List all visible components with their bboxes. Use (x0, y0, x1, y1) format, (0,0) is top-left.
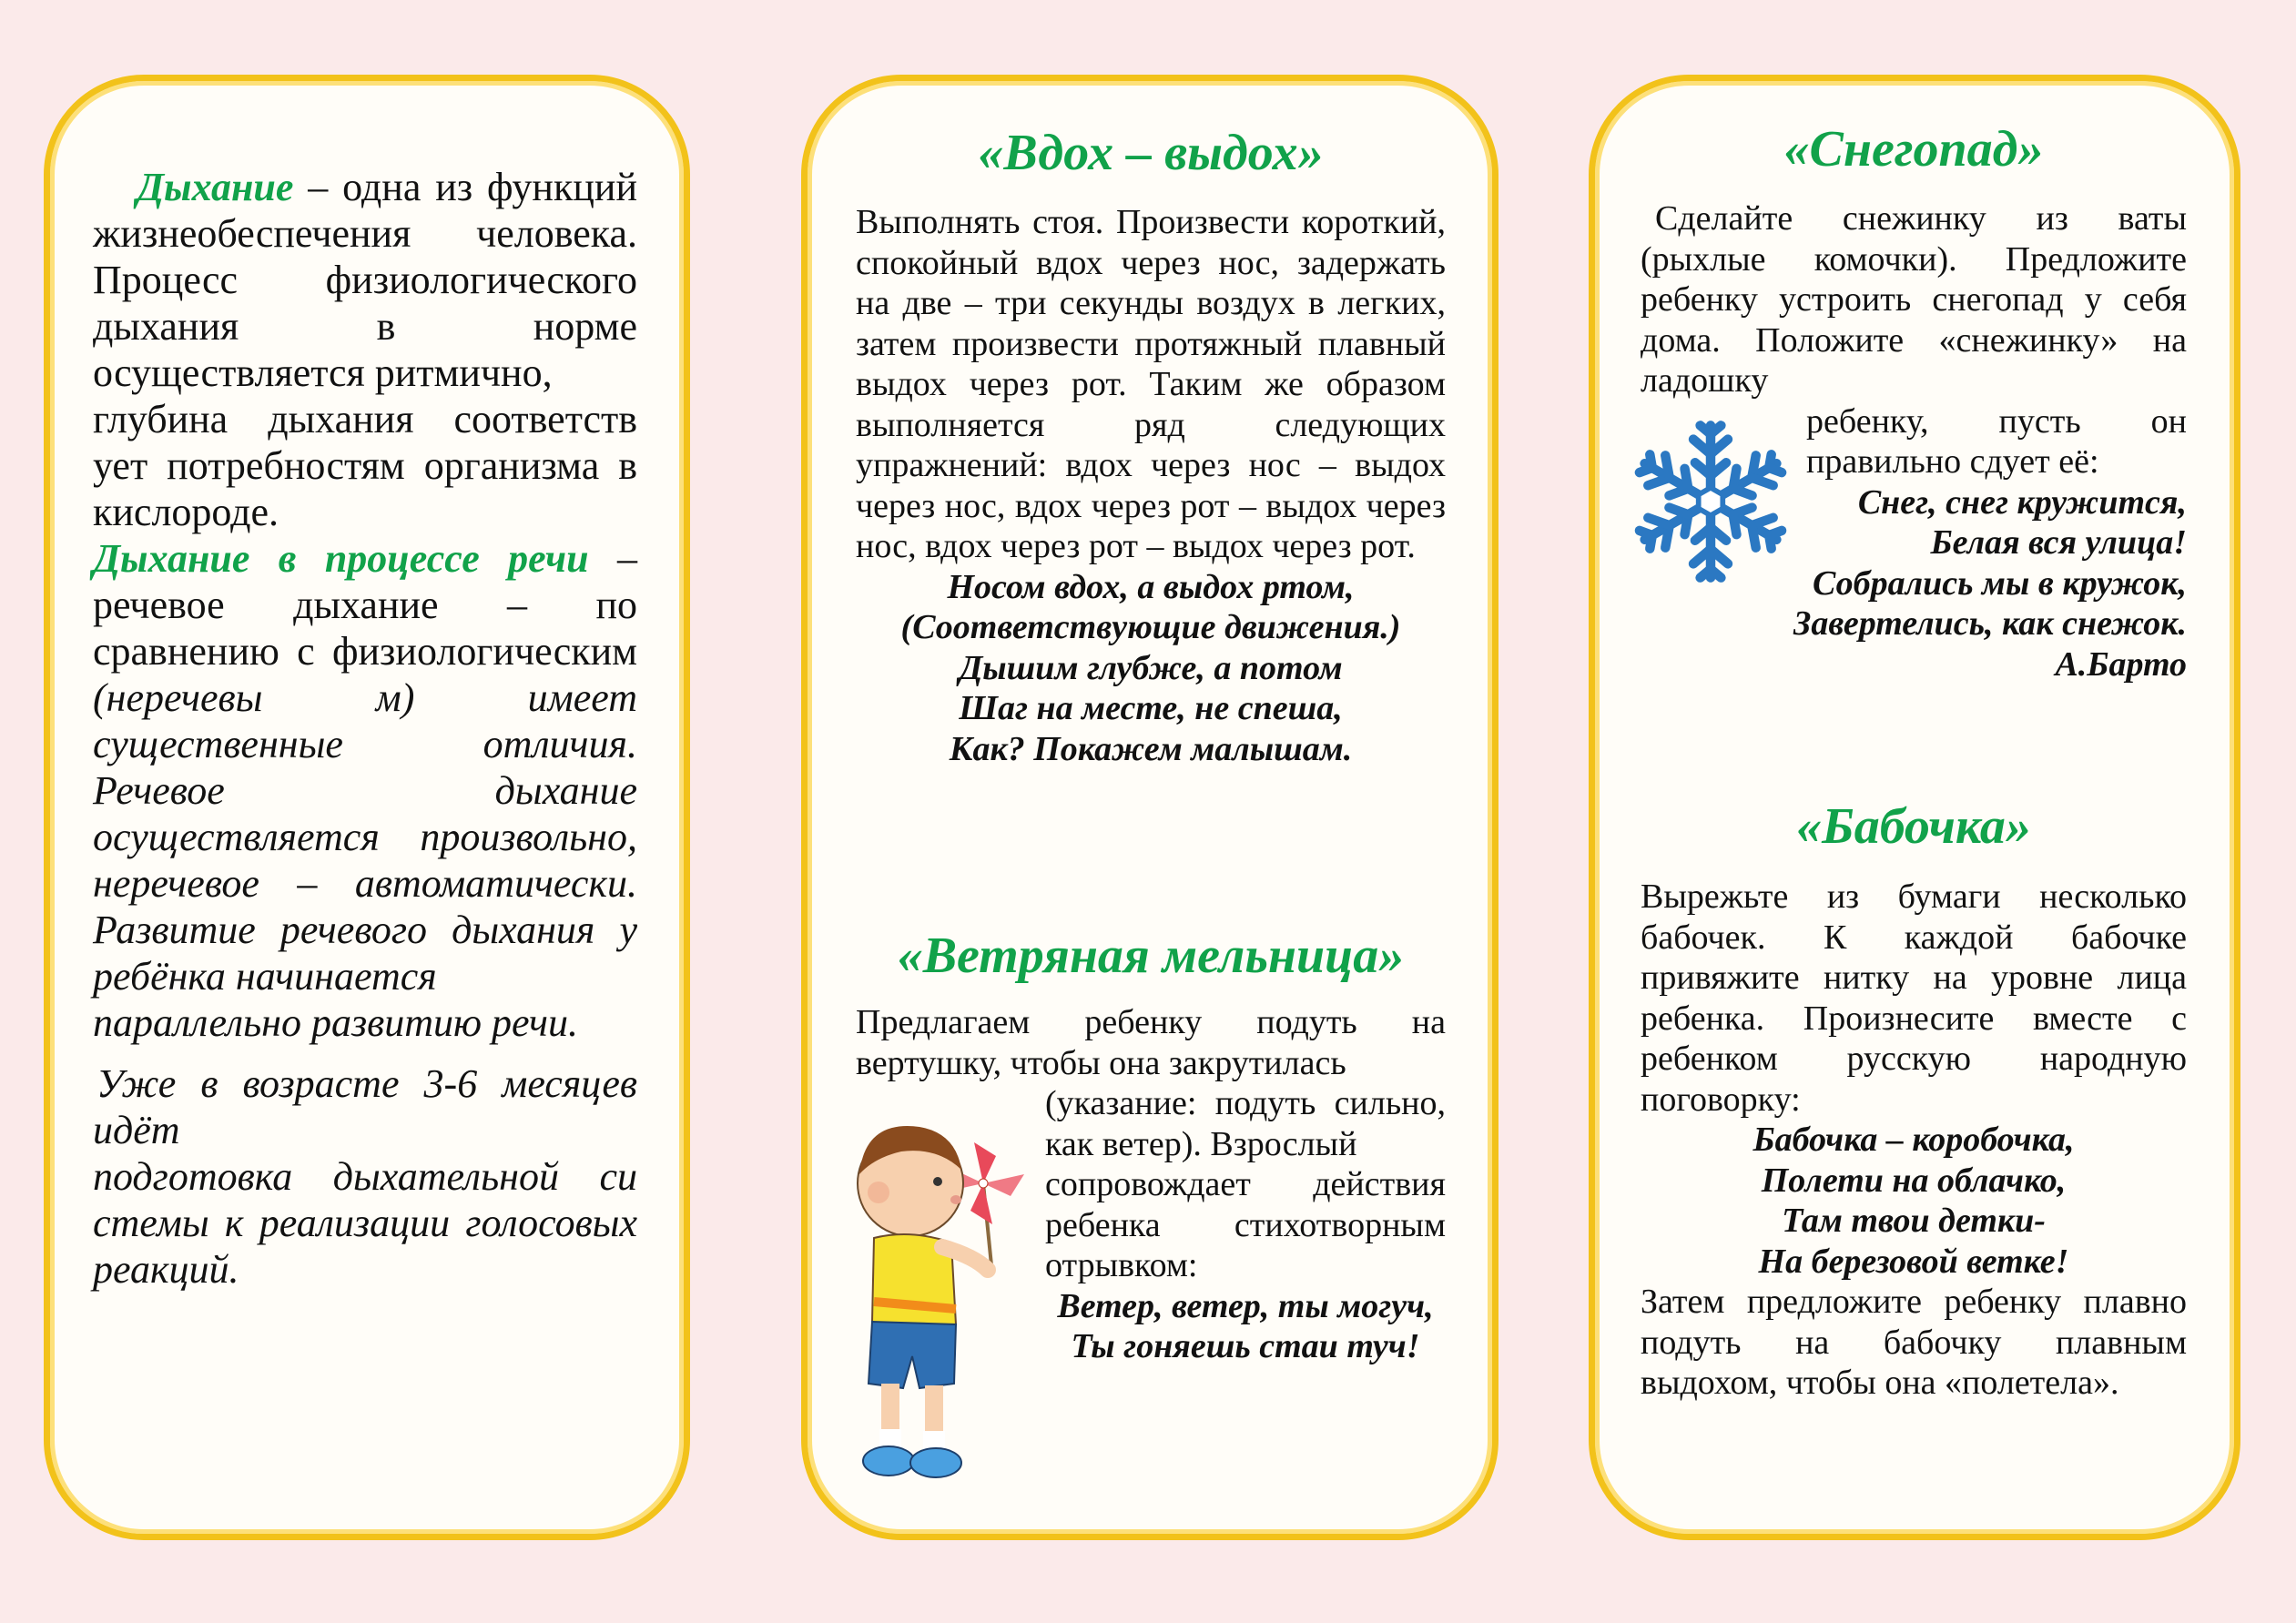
poem-line: Собрались мы в кружок, (1813, 563, 2187, 603)
speech-breathing-italic: (неречевы м) имеет существенные отличия. Речевое дыхание осуществляется произвольно, неречевое – автоматически. Развитие речевого дыхания у ребёнка начинается (93, 675, 637, 999)
title-snowfall: «Снегопад» (1783, 121, 2044, 178)
poem-line: Полети на облачко, (1761, 1161, 2067, 1200)
poem-line: Дышим глубже, а потом (959, 648, 1343, 687)
windmill-text-a: Предлагаем ребенку подуть на вертушку, чтобы она закрутилась (856, 1003, 1446, 1082)
snowflake-icon (1624, 411, 1797, 602)
poem-line: Ветер, ветер, ты могуч, (1057, 1286, 1434, 1325)
snowfall-text-a: Сделайте снежинку из ваты (рыхлые комочки). Предложите ребенку устроить снегопад у себя дома. Положите «снежинку» на ладошку (1641, 199, 2187, 400)
poem-line: Там твои детки- (1782, 1202, 2046, 1240)
poem-line: Белая вся улица! (1930, 523, 2187, 562)
title-inhale-exhale: «Вдох – выдох» (978, 125, 1324, 181)
title-windmill: «Ветряная мельница» (897, 928, 1405, 984)
boy-with-pinwheel-illustration (847, 1083, 1038, 1493)
paragraph-speech-breathing (93, 535, 637, 999)
poem-line: На березовой ветке! (1758, 1242, 2069, 1281)
poem-line: (Соответствующие движения.) (900, 608, 1401, 646)
poem-line: Снег, снег кружится, (1857, 482, 2187, 522)
inhale-exhale-poem (856, 567, 1446, 770)
poem-line: Носом вдох, а выдох ртом, (947, 567, 1355, 606)
paragraph-breathing (93, 164, 637, 396)
paragraph-preparation: подготовка дыхательной си стемы к реализации голосовых реакций. (93, 1154, 637, 1292)
breathing-intro-column (93, 164, 637, 1293)
butterfly-poem (1641, 1120, 2187, 1282)
poem-line: Как? Покажем малышам. (949, 729, 1353, 768)
snowfall-text-b: ребенку, пусть он правильно сдует её: (1806, 401, 2187, 481)
windmill-text-c: сопровождает действия ребенка стихотворным отрывком: (1045, 1165, 1446, 1284)
poem-line: Завертелись, как снежок. (1793, 604, 2187, 643)
poem-line: Шаг на месте, не спеша, (959, 689, 1343, 727)
snowfall-section (1641, 198, 2187, 685)
windmill-section (856, 1002, 1446, 1493)
term-speech-breathing: Дыхание в процессе речи (93, 536, 589, 581)
inhale-exhale-text: Выполнять стоя. Произвести короткий, спокойный вдох через нос, задержать на две – три секунды воздух в легких, затем произвести протяжный плавный выдох через рот. Таким же образом выполняется ряд следующих упражнений: вдох через нос – выдох через нос, вдох через рот – выдох через нос, вдох через рот – выдох через рот. (856, 203, 1446, 565)
butterfly-section (1641, 877, 2187, 1404)
inhale-exhale-section (856, 202, 1446, 769)
paragraph-parallel: параллельно развитию речи. (93, 1000, 578, 1045)
windmill-text-b: (указание: подуть сильно, как ветер). Взрослый (1045, 1084, 1446, 1163)
title-butterfly: «Бабочка» (1796, 798, 2031, 855)
poem-line: Бабочка – коробочка, (1752, 1121, 2075, 1159)
butterfly-text-after: Затем предложите ребенку плавно подуть на бабочку плавным выдохом, чтобы она «полетела». (1641, 1283, 2187, 1402)
speech-breathing-text: – речевое дыхание – по сравнению с физиологическим (93, 536, 637, 674)
paragraph-breathing-depth: глубина дыхания соответств ует потребностям организма в кислороде. (93, 397, 637, 534)
breathing-definition: – одна из функций жизнеобеспечения человека. Процесс физиологического дыхания в норме осуществляется ритмично, (93, 165, 637, 395)
poem-line: Ты гоняешь стаи туч! (1071, 1327, 1420, 1365)
term-breathing: Дыхание (137, 165, 294, 209)
poem-author: А.Барто (2055, 644, 2187, 684)
paragraph-age: Уже в возрасте 3-6 месяцев идёт (93, 1061, 637, 1152)
butterfly-text: Вырежьте из бумаги несколько бабочек. К каждой бабочке привяжите нитку на уровне лица ребенка. Произнесите вместе с ребенком русскую народную поговорку: (1641, 877, 2187, 1119)
